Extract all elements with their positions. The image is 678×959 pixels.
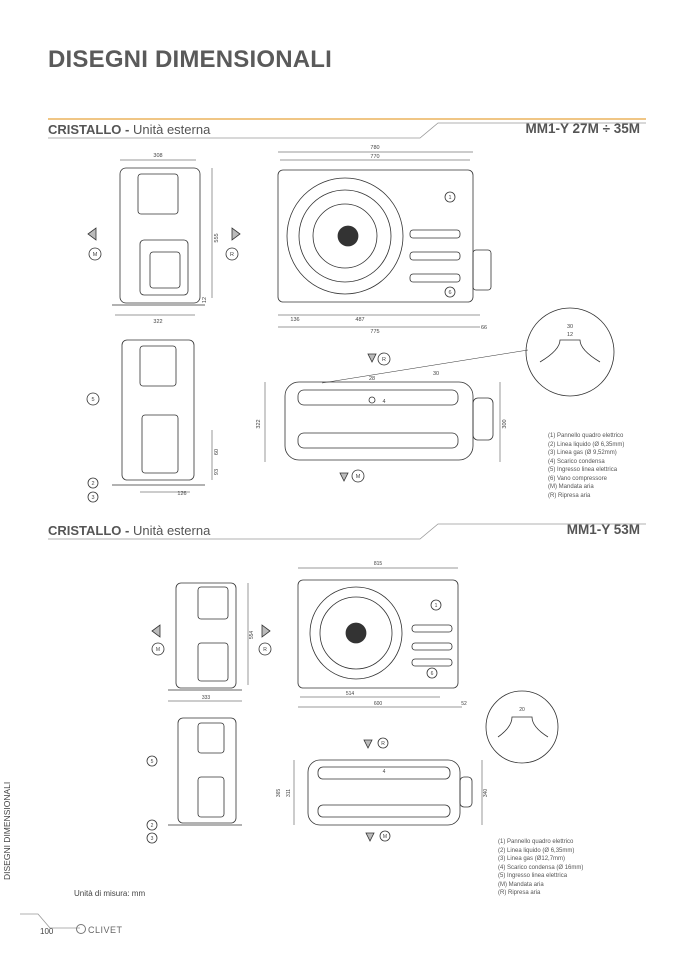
unit-note: Unità di misura: mm xyxy=(74,889,146,898)
marker-6: 6 xyxy=(430,671,434,677)
dim-label: 322 xyxy=(256,419,262,429)
dim-label: 365 xyxy=(276,788,282,798)
dim-label: 340 xyxy=(483,788,489,798)
marker-4: 4 xyxy=(382,399,386,405)
dim-label: 30 xyxy=(432,371,440,377)
marker-r: R xyxy=(263,647,267,653)
legend-1: (1) Pannello quadro elettrico (2) Linea liquido (Ø 6,35mm) (3) Linea gas (Ø 9,52mm) (4) Scarico condensa (5) Ingresso linea elettrica (6) Vano compressore (M) Mandata aria (R) Ripresa aria xyxy=(548,433,625,499)
marker-m: M xyxy=(92,252,98,258)
marker-1: 1 xyxy=(434,603,438,609)
marker-m: M xyxy=(355,474,361,480)
dim-label: 487 xyxy=(355,317,365,323)
side-label: DISEGNI DIMENSIONALI xyxy=(2,781,12,880)
marker-4: 4 xyxy=(382,769,386,775)
dim-label: 12 xyxy=(202,296,208,304)
marker-r: R xyxy=(230,252,234,258)
dim-label: 52 xyxy=(461,701,467,707)
brand-logo: CLIVET xyxy=(76,924,123,935)
page-number: 100 xyxy=(40,927,54,936)
dim-label: 333 xyxy=(201,695,211,701)
dim-label: 30 xyxy=(566,324,574,330)
marker-5: 5 xyxy=(91,397,95,403)
dim-label: 66 xyxy=(480,325,488,331)
marker-r: R xyxy=(381,741,385,747)
dim-label: 93 xyxy=(214,468,220,476)
dim-label: 311 xyxy=(286,789,292,797)
section-title: CRISTALLO - Unità esterna xyxy=(48,122,211,137)
legend-2: (1) Pannello quadro elettrico (2) Linea liquido (Ø 6,35mm) (3) Linea gas (Ø12,7mm) (4) Scarico condensa (Ø 16mm) (5) Ingresso linea elettrica (M) Mandata aria (R) Ripresa aria xyxy=(498,839,584,896)
dim-label: 126 xyxy=(177,491,187,497)
dim-label: 28 xyxy=(368,376,376,382)
marker-2: 2 xyxy=(91,481,95,487)
dim-label: 136 xyxy=(290,317,300,323)
section-header-1 xyxy=(48,118,648,140)
dim-label: 514 xyxy=(345,691,355,697)
marker-m: M xyxy=(382,834,388,840)
dim-label: 554 xyxy=(249,630,255,640)
marker-3: 3 xyxy=(91,495,95,501)
section-header-2 xyxy=(48,519,648,541)
dim-label: 600 xyxy=(373,701,383,707)
drawing-section-2 xyxy=(0,555,678,855)
dim-label: 770 xyxy=(370,154,380,160)
model-label: MM1-Y 27M ÷ 35M xyxy=(525,121,640,136)
dim-label: 300 xyxy=(502,419,508,429)
section-title: CRISTALLO - Unità esterna xyxy=(48,523,211,538)
dim-label: 815 xyxy=(373,561,383,567)
marker-3: 3 xyxy=(150,836,154,842)
dim-label: 308 xyxy=(153,153,163,159)
page-title: DISEGNI DIMENSIONALI xyxy=(48,46,333,73)
marker-6: 6 xyxy=(448,290,452,296)
dim-label: 555 xyxy=(214,233,220,243)
marker-2: 2 xyxy=(150,823,154,829)
marker-1: 1 xyxy=(448,195,452,201)
marker-r: R xyxy=(382,357,386,363)
dim-label: 322 xyxy=(153,319,163,325)
model-label: MM1-Y 53M xyxy=(566,522,640,537)
dim-label: 780 xyxy=(370,145,380,151)
dim-label: 775 xyxy=(370,329,380,335)
logo-icon xyxy=(76,924,86,934)
dim-label: 60 xyxy=(214,448,220,456)
marker-m: M xyxy=(155,647,161,653)
dim-label: 12 xyxy=(566,332,574,338)
dim-label: 20 xyxy=(519,707,525,713)
marker-5: 5 xyxy=(150,759,154,765)
